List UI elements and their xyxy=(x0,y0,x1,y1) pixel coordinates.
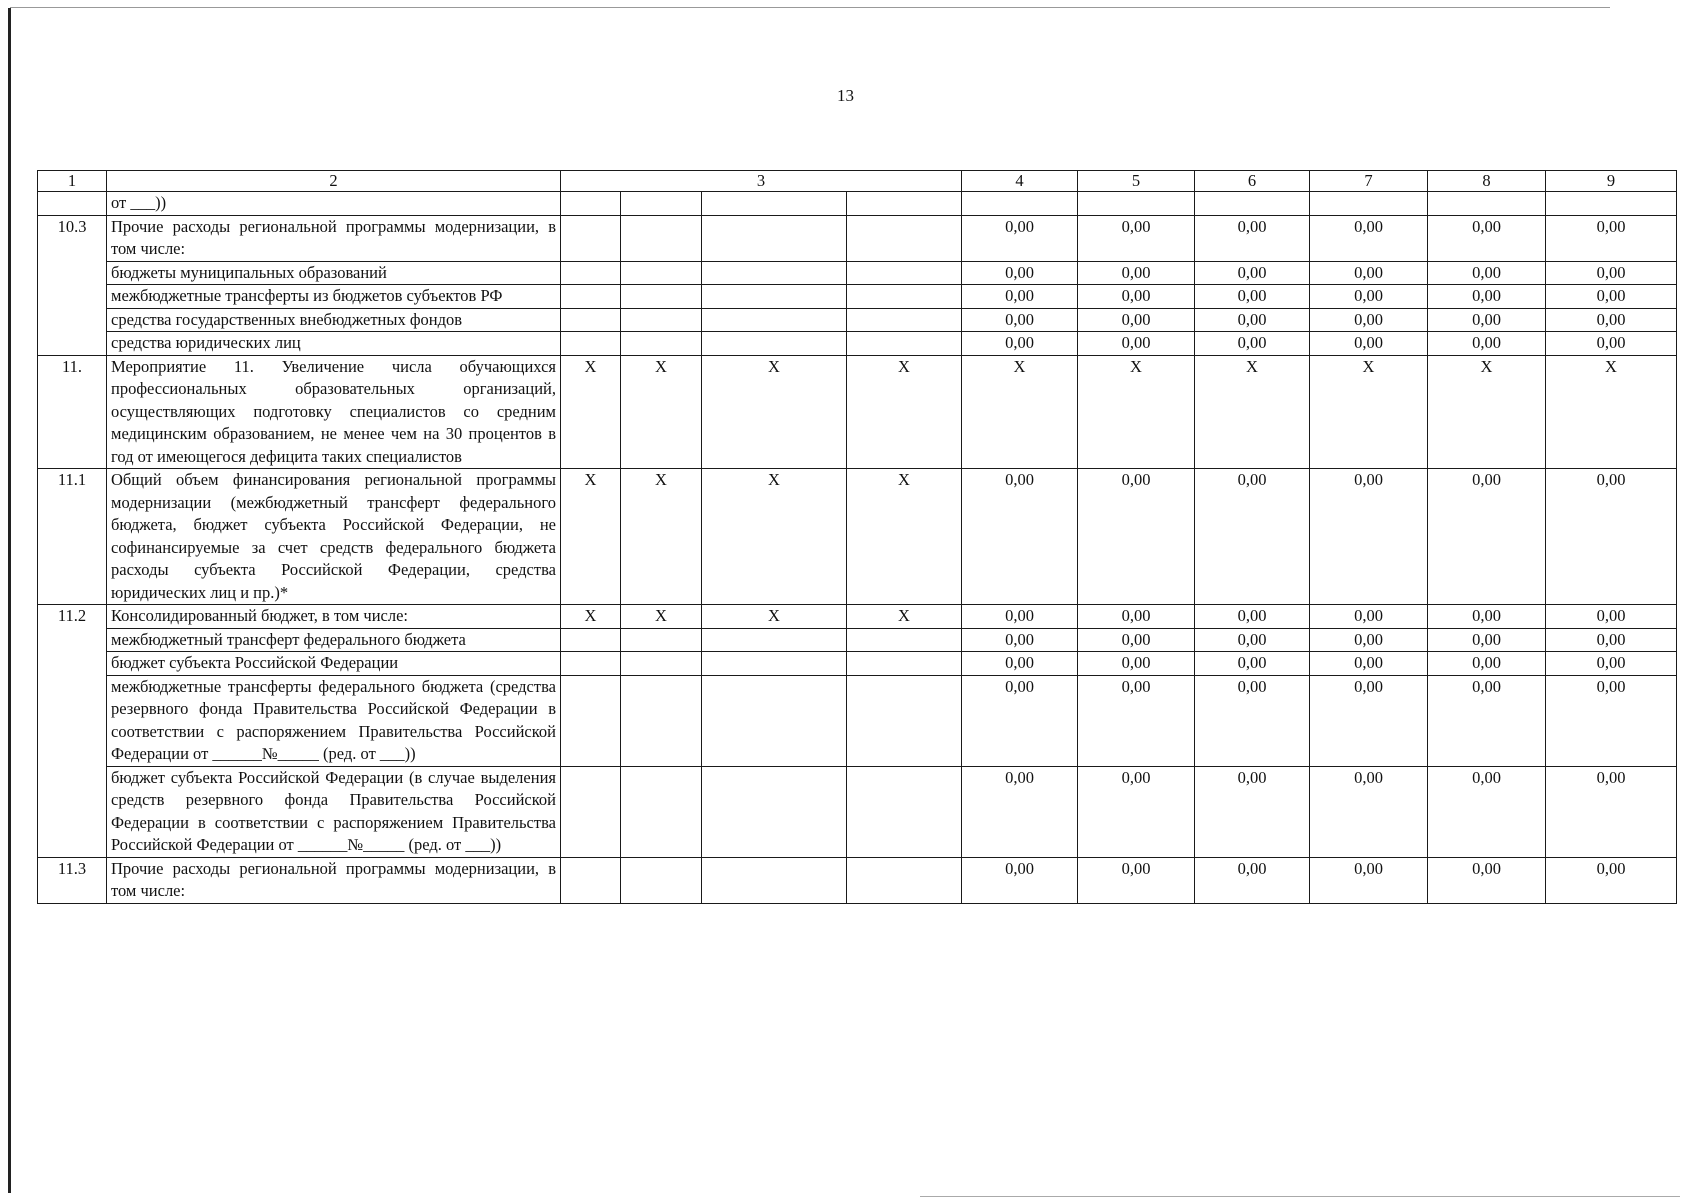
amount-cell: 0,00 xyxy=(1078,308,1195,332)
empty-cell xyxy=(561,652,621,676)
amount-cell: 0,00 xyxy=(1310,605,1428,629)
row-number-11: 11. xyxy=(38,355,107,469)
amount-cell: 0,00 xyxy=(1428,675,1546,766)
not-applicable-mark: X xyxy=(962,355,1078,469)
not-applicable-mark: X xyxy=(1428,355,1546,469)
amount-cell: 0,00 xyxy=(1546,766,1677,857)
amount-cell: 0,00 xyxy=(1546,308,1677,332)
row-10-3-sub2: межбюджетные трансферты из бюджетов субъектов РФ xyxy=(107,285,561,309)
empty-cell xyxy=(702,215,847,261)
amount-cell: 0,00 xyxy=(1310,675,1428,766)
amount-cell: 0,00 xyxy=(1195,332,1310,356)
amount-cell: 0,00 xyxy=(1428,652,1546,676)
col-header-1: 1 xyxy=(38,171,107,192)
empty-cell xyxy=(621,285,702,309)
amount-cell: 0,00 xyxy=(1195,652,1310,676)
not-applicable-mark: X xyxy=(561,605,621,629)
not-applicable-mark: X xyxy=(621,605,702,629)
empty-cell xyxy=(561,857,621,903)
row-11-text: Мероприятие 11. Увеличение числа обучающихся профессиональных образовательных организаций, осуществляющих подготовку специалистов со средним медицинским образованием, не менее чем на 30 процентов в год от имеющегося дефицита таких специалистов xyxy=(107,355,561,469)
not-applicable-mark: X xyxy=(561,469,621,605)
empty-cell xyxy=(702,766,847,857)
amount-cell: 0,00 xyxy=(1195,857,1310,903)
empty-cell xyxy=(702,675,847,766)
amount-cell: 0,00 xyxy=(962,628,1078,652)
amount-cell: 0,00 xyxy=(1195,675,1310,766)
empty-cell xyxy=(702,857,847,903)
not-applicable-mark: X xyxy=(561,355,621,469)
amount-cell: 0,00 xyxy=(1546,469,1677,605)
amount-cell: 0,00 xyxy=(1546,605,1677,629)
amount-cell: 0,00 xyxy=(962,857,1078,903)
amount-cell: 0,00 xyxy=(1310,215,1428,261)
amount-cell: 0,00 xyxy=(1428,857,1546,903)
financing-table xyxy=(37,170,1677,904)
empty-cell xyxy=(847,261,962,285)
header-row xyxy=(38,171,1677,192)
row-11-2-sub5: бюджет субъекта Российской Федерации (в случае выделения средств резервного фонда Правительства Российской Федерации в соответствии с распоряжением Правительства Российской Федерации от ______№_____ (ред. от ___)) xyxy=(107,766,561,857)
amount-cell: 0,00 xyxy=(1546,285,1677,309)
table-row xyxy=(38,766,1677,857)
empty-cell xyxy=(847,628,962,652)
not-applicable-mark: X xyxy=(621,469,702,605)
row-11-3-text: Прочие расходы региональной программы модернизации, в том числе: xyxy=(107,857,561,903)
amount-cell: 0,00 xyxy=(1078,332,1195,356)
amount-cell: 0,00 xyxy=(1428,469,1546,605)
col-header-9: 9 xyxy=(1546,171,1677,192)
table-row xyxy=(38,652,1677,676)
col-header-2: 2 xyxy=(107,171,561,192)
continuation-text: от ___)) xyxy=(107,192,561,216)
table-row xyxy=(38,628,1677,652)
empty-cell xyxy=(702,285,847,309)
empty-cell xyxy=(847,308,962,332)
amount-cell: 0,00 xyxy=(1428,308,1546,332)
amount-cell: 0,00 xyxy=(962,215,1078,261)
empty-cell xyxy=(702,332,847,356)
amount-cell: 0,00 xyxy=(1078,285,1195,309)
table-row xyxy=(38,308,1677,332)
amount-cell: 0,00 xyxy=(1428,605,1546,629)
empty-cell xyxy=(561,766,621,857)
empty-cell xyxy=(702,652,847,676)
amount-cell: 0,00 xyxy=(962,308,1078,332)
row-number-11-2: 11.2 xyxy=(38,605,107,858)
empty-cell xyxy=(561,285,621,309)
empty-cell xyxy=(847,675,962,766)
row-11-1-text: Общий объем финансирования региональной программы модернизации (межбюджетный трансферт федерального бюджета, бюджет субъекта Российской Федерации, не софинансируемые за счет средств федерального бюджета расходы субъекта Российской Федерации, средства юридических лиц и пр.)* xyxy=(107,469,561,605)
amount-cell: 0,00 xyxy=(1546,261,1677,285)
amount-cell: 0,00 xyxy=(962,261,1078,285)
row-number-11-3: 11.3 xyxy=(38,857,107,903)
empty-cell xyxy=(621,675,702,766)
table-row xyxy=(38,261,1677,285)
col-header-8: 8 xyxy=(1428,171,1546,192)
not-applicable-mark: X xyxy=(702,605,847,629)
row-11-2-sub1: Консолидированный бюджет, в том числе: xyxy=(107,605,561,629)
scan-border-top xyxy=(10,7,1610,8)
not-applicable-mark: X xyxy=(847,605,962,629)
page-number: 13 xyxy=(837,86,854,105)
empty-cell xyxy=(1078,192,1195,216)
amount-cell: 0,00 xyxy=(1310,766,1428,857)
amount-cell: 0,00 xyxy=(962,332,1078,356)
empty-cell xyxy=(1546,192,1677,216)
table-row xyxy=(38,469,1677,605)
table-row xyxy=(38,857,1677,903)
empty-cell xyxy=(1195,192,1310,216)
amount-cell: 0,00 xyxy=(1195,308,1310,332)
amount-cell: 0,00 xyxy=(1428,766,1546,857)
not-applicable-mark: X xyxy=(1310,355,1428,469)
scan-border-bottom xyxy=(920,1196,1680,1197)
col-header-7: 7 xyxy=(1310,171,1428,192)
empty-cell xyxy=(561,628,621,652)
empty-cell xyxy=(847,652,962,676)
empty-cell xyxy=(1428,192,1546,216)
empty-cell xyxy=(702,261,847,285)
empty-cell xyxy=(621,766,702,857)
amount-cell: 0,00 xyxy=(1428,215,1546,261)
empty-cell xyxy=(962,192,1078,216)
empty-cell xyxy=(621,308,702,332)
empty-cell xyxy=(847,857,962,903)
not-applicable-mark: X xyxy=(847,355,962,469)
amount-cell: 0,00 xyxy=(1428,628,1546,652)
amount-cell: 0,00 xyxy=(1428,285,1546,309)
empty-cell xyxy=(621,261,702,285)
empty-cell xyxy=(621,332,702,356)
amount-cell: 0,00 xyxy=(1078,261,1195,285)
amount-cell: 0,00 xyxy=(1195,215,1310,261)
amount-cell: 0,00 xyxy=(1428,332,1546,356)
empty-cell xyxy=(1310,192,1428,216)
empty-cell xyxy=(702,192,847,216)
empty-cell xyxy=(561,215,621,261)
row-10-3-sub3: средства государственных внебюджетных фондов xyxy=(107,308,561,332)
amount-cell: 0,00 xyxy=(1546,652,1677,676)
table-row xyxy=(38,192,1677,216)
empty-cell xyxy=(561,308,621,332)
amount-cell: 0,00 xyxy=(1078,605,1195,629)
not-applicable-mark: X xyxy=(1195,355,1310,469)
amount-cell: 0,00 xyxy=(962,766,1078,857)
empty-cell xyxy=(561,332,621,356)
table-row xyxy=(38,215,1677,261)
amount-cell: 0,00 xyxy=(1078,857,1195,903)
col-header-5: 5 xyxy=(1078,171,1195,192)
amount-cell: 0,00 xyxy=(1310,652,1428,676)
empty-cell xyxy=(847,192,962,216)
not-applicable-mark: X xyxy=(1546,355,1677,469)
empty-cell xyxy=(621,628,702,652)
col-header-6: 6 xyxy=(1195,171,1310,192)
empty-cell xyxy=(621,215,702,261)
amount-cell: 0,00 xyxy=(1310,261,1428,285)
amount-cell: 0,00 xyxy=(1310,628,1428,652)
empty-cell xyxy=(621,857,702,903)
amount-cell: 0,00 xyxy=(962,469,1078,605)
col-header-3: 3 xyxy=(561,171,962,192)
not-applicable-mark: X xyxy=(1078,355,1195,469)
amount-cell: 0,00 xyxy=(1195,605,1310,629)
amount-cell: 0,00 xyxy=(1310,857,1428,903)
empty-cell xyxy=(702,308,847,332)
empty-cell xyxy=(847,766,962,857)
amount-cell: 0,00 xyxy=(962,605,1078,629)
row-11-2-sub4: межбюджетные трансферты федерального бюджета (средства резервного фонда Правительства Российской Федерации в соответствии с распоряжением Правительства Российской Федерации от ______№_____ (ред. от ___)) xyxy=(107,675,561,766)
amount-cell: 0,00 xyxy=(1546,857,1677,903)
not-applicable-mark: X xyxy=(621,355,702,469)
table-row xyxy=(38,285,1677,309)
amount-cell: 0,00 xyxy=(1195,285,1310,309)
row-11-2-sub2: межбюджетный трансферт федерального бюджета xyxy=(107,628,561,652)
amount-cell: 0,00 xyxy=(1078,215,1195,261)
empty-cell xyxy=(847,215,962,261)
table-row xyxy=(38,675,1677,766)
amount-cell: 0,00 xyxy=(1310,469,1428,605)
amount-cell: 0,00 xyxy=(962,652,1078,676)
amount-cell: 0,00 xyxy=(1546,628,1677,652)
row-number-11-1: 11.1 xyxy=(38,469,107,605)
amount-cell: 0,00 xyxy=(1195,261,1310,285)
empty-cell xyxy=(561,675,621,766)
empty-cell xyxy=(621,652,702,676)
table-row xyxy=(38,355,1677,469)
empty-cell xyxy=(621,192,702,216)
not-applicable-mark: X xyxy=(847,469,962,605)
empty-cell xyxy=(847,332,962,356)
amount-cell: 0,00 xyxy=(1195,469,1310,605)
row-10-3-main: Прочие расходы региональной программы модернизации, в том числе: xyxy=(107,215,561,261)
empty-cell xyxy=(38,192,107,216)
amount-cell: 0,00 xyxy=(1195,766,1310,857)
amount-cell: 0,00 xyxy=(1078,766,1195,857)
not-applicable-mark: X xyxy=(702,355,847,469)
amount-cell: 0,00 xyxy=(1310,308,1428,332)
amount-cell: 0,00 xyxy=(1078,628,1195,652)
amount-cell: 0,00 xyxy=(1546,332,1677,356)
amount-cell: 0,00 xyxy=(1078,675,1195,766)
col-header-4: 4 xyxy=(962,171,1078,192)
amount-cell: 0,00 xyxy=(1195,628,1310,652)
scan-border-left xyxy=(8,8,11,1193)
empty-cell xyxy=(702,628,847,652)
amount-cell: 0,00 xyxy=(962,285,1078,309)
amount-cell: 0,00 xyxy=(1546,215,1677,261)
table-row xyxy=(38,605,1677,629)
not-applicable-mark: X xyxy=(702,469,847,605)
row-number-10-3: 10.3 xyxy=(38,215,107,355)
amount-cell: 0,00 xyxy=(1546,675,1677,766)
empty-cell xyxy=(561,261,621,285)
amount-cell: 0,00 xyxy=(962,675,1078,766)
row-10-3-sub4: средства юридических лиц xyxy=(107,332,561,356)
amount-cell: 0,00 xyxy=(1310,332,1428,356)
amount-cell: 0,00 xyxy=(1078,652,1195,676)
table-row xyxy=(38,332,1677,356)
row-10-3-sub1: бюджеты муниципальных образований xyxy=(107,261,561,285)
amount-cell: 0,00 xyxy=(1428,261,1546,285)
empty-cell xyxy=(847,285,962,309)
amount-cell: 0,00 xyxy=(1078,469,1195,605)
empty-cell xyxy=(561,192,621,216)
amount-cell: 0,00 xyxy=(1310,285,1428,309)
row-11-2-sub3: бюджет субъекта Российской Федерации xyxy=(107,652,561,676)
